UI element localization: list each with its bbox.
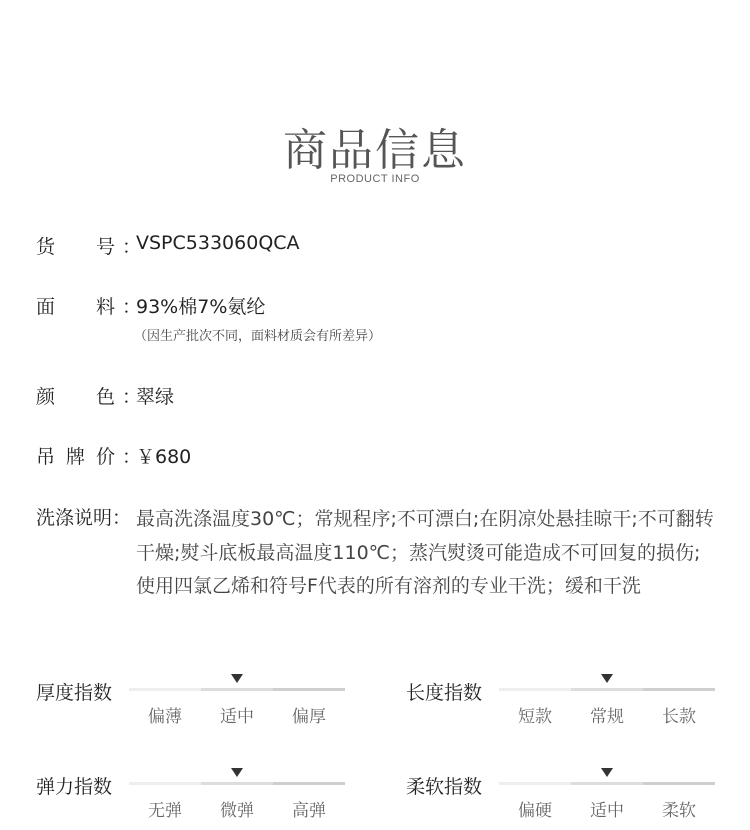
fabric-note: （因生产批次不同，面料材质会有所差异） (134, 329, 382, 344)
label-colon: ： (122, 236, 142, 258)
label-char: 料 (96, 296, 116, 318)
scale-segment (201, 688, 273, 691)
scale-option: 无弹 (148, 801, 182, 821)
scale-marker-icon (231, 674, 243, 683)
scale-option: 偏硬 (518, 801, 552, 821)
color-label (36, 382, 136, 412)
page-title: 商品信息 (283, 125, 467, 176)
elasticity-scale (129, 776, 345, 830)
label-char: 牌 (66, 446, 86, 468)
scale-segment (129, 688, 201, 691)
price-value: ￥680 (136, 446, 192, 468)
price-label (36, 442, 136, 472)
scale-marker-icon (231, 768, 243, 777)
label-char: 号 (96, 236, 116, 258)
scale-segment (499, 782, 571, 785)
thickness-label: 厚度指数 (36, 682, 113, 704)
softness-label: 柔软指数 (406, 776, 483, 798)
label-char: 价 (96, 446, 116, 468)
scale-segment (201, 782, 273, 785)
elasticity-label: 弹力指数 (36, 776, 113, 798)
fabric-value: 93%棉7%氨纶 (136, 296, 266, 318)
scale-segment (273, 688, 345, 691)
length-scale (499, 682, 715, 742)
scale-marker-icon (601, 674, 613, 683)
length-label: 长度指数 (406, 682, 483, 704)
scale-segment (273, 782, 345, 785)
scale-option: 长款 (662, 707, 696, 727)
label-char: 颜 (36, 386, 56, 408)
scale-segment (571, 688, 643, 691)
thickness-scale (129, 682, 345, 742)
scale-option: 常规 (590, 707, 624, 727)
scale-option: 高弹 (292, 801, 326, 821)
scale-option: 偏厚 (292, 707, 326, 727)
scale-segment (129, 782, 201, 785)
wash-instructions: 最高洗涤温度30℃；常规程序;不可漂白;在阴凉处悬挂晾干;不可翻转干燥;熨斗底板最高温度110℃；蒸汽熨烫可能造成不可回复的损伤;使用四氯乙烯和符号F代表的所有溶剂的专业干洗；缓和干洗 (136, 508, 714, 597)
label-colon: ： (122, 446, 142, 468)
scale-option: 微弹 (220, 801, 254, 821)
label-char: 面 (36, 296, 56, 318)
page-subtitle: PRODUCT INFO (330, 173, 420, 185)
scale-option: 适中 (220, 707, 254, 727)
scale-segment (499, 688, 571, 691)
item-no-value: VSPC533060QCA (136, 232, 300, 254)
label-colon: ： (122, 386, 142, 408)
fabric-label (36, 292, 136, 322)
scale-option: 偏薄 (148, 707, 182, 727)
label-char: 色 (96, 386, 116, 408)
scale-option: 适中 (590, 801, 624, 821)
wash-label: 洗涤说明： (36, 507, 132, 529)
item-no-label (36, 232, 136, 262)
scale-segment (643, 782, 715, 785)
scale-marker-icon (601, 768, 613, 777)
scale-option: 柔软 (662, 801, 696, 821)
label-char: 货 (36, 236, 56, 258)
color-value: 翠绿 (136, 386, 175, 408)
scale-segment (643, 688, 715, 691)
label-colon: ： (122, 296, 142, 318)
softness-scale (499, 776, 715, 830)
label-char: 吊 (36, 446, 56, 468)
scale-segment (571, 782, 643, 785)
scale-option: 短款 (518, 707, 552, 727)
